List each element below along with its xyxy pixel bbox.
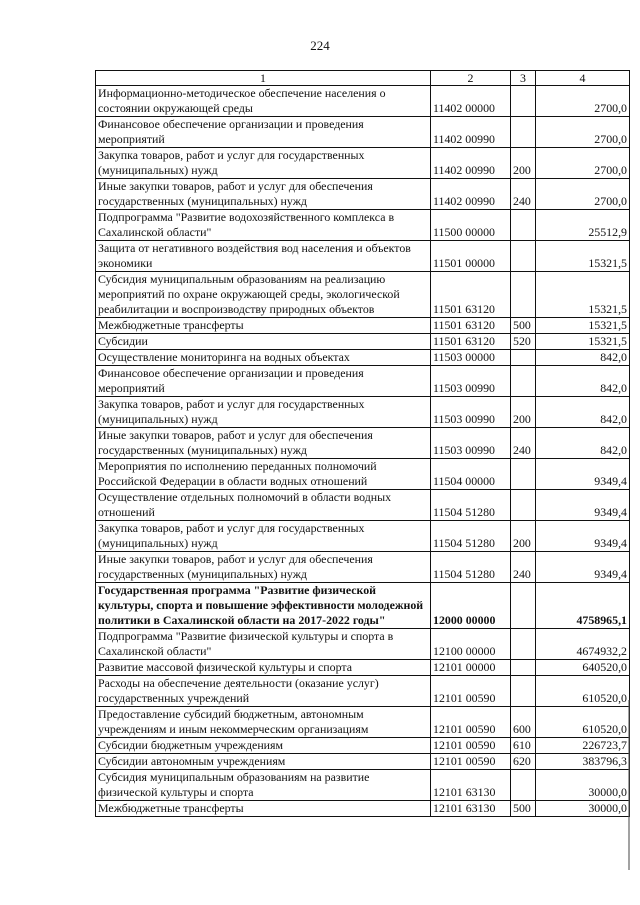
row-name: Субсидия муниципальным образованиям на реализацию мероприятий по охране окружающей среды, экологической реабилитации и воспроизводству природных объектов bbox=[96, 272, 431, 318]
row-expense-type: 200 bbox=[511, 521, 536, 552]
row-code: 11402 00990 bbox=[431, 179, 511, 210]
table-header-row bbox=[96, 71, 630, 86]
row-code: 11501 00000 bbox=[431, 241, 511, 272]
row-expense-type bbox=[511, 770, 536, 801]
row-name: Межбюджетные трансферты bbox=[96, 318, 431, 334]
row-name: Закупка товаров, работ и услуг для государственных (муниципальных) нужд bbox=[96, 521, 431, 552]
row-expense-type: 520 bbox=[511, 334, 536, 350]
row-amount: 640520,0 bbox=[536, 660, 630, 676]
row-expense-type: 240 bbox=[511, 428, 536, 459]
row-code: 11504 51280 bbox=[431, 521, 511, 552]
row-amount: 383796,3 bbox=[536, 754, 630, 770]
table-row bbox=[96, 583, 630, 629]
row-code: 11504 51280 bbox=[431, 552, 511, 583]
row-amount: 842,0 bbox=[536, 397, 630, 428]
row-code: 12101 63130 bbox=[431, 801, 511, 817]
row-name: Иные закупки товаров, работ и услуг для обеспечения государственных (муниципальных) нужд bbox=[96, 552, 431, 583]
table-row bbox=[96, 490, 630, 521]
header-col-1: 1 bbox=[96, 71, 431, 86]
table-row bbox=[96, 86, 630, 117]
table-row bbox=[96, 318, 630, 334]
row-expense-type: 500 bbox=[511, 318, 536, 334]
row-name: Субсидии bbox=[96, 334, 431, 350]
row-expense-type bbox=[511, 117, 536, 148]
row-code: 12101 00590 bbox=[431, 707, 511, 738]
row-code: 11501 63120 bbox=[431, 318, 511, 334]
row-expense-type bbox=[511, 366, 536, 397]
row-name: Субсидия муниципальным образованиям на развитие физической культуры и спорта bbox=[96, 770, 431, 801]
row-amount: 25512,9 bbox=[536, 210, 630, 241]
budget-table bbox=[95, 70, 630, 817]
row-name: Развитие массовой физической культуры и спорта bbox=[96, 660, 431, 676]
table-row bbox=[96, 350, 630, 366]
table-row bbox=[96, 179, 630, 210]
margin-mark bbox=[628, 700, 633, 870]
table-row bbox=[96, 801, 630, 817]
row-code: 11504 00000 bbox=[431, 459, 511, 490]
table-row bbox=[96, 148, 630, 179]
row-expense-type bbox=[511, 490, 536, 521]
header-col-3: 3 bbox=[511, 71, 536, 86]
row-code: 12101 63130 bbox=[431, 770, 511, 801]
row-code: 11503 00990 bbox=[431, 428, 511, 459]
row-expense-type: 500 bbox=[511, 801, 536, 817]
table-row bbox=[96, 117, 630, 148]
table-row bbox=[96, 770, 630, 801]
row-code: 12100 00000 bbox=[431, 629, 511, 660]
row-name: Иные закупки товаров, работ и услуг для обеспечения государственных (муниципальных) нужд bbox=[96, 428, 431, 459]
row-expense-type bbox=[511, 676, 536, 707]
row-code: 12101 00590 bbox=[431, 738, 511, 754]
row-expense-type bbox=[511, 86, 536, 117]
row-name: Межбюджетные трансферты bbox=[96, 801, 431, 817]
row-code: 11504 51280 bbox=[431, 490, 511, 521]
header-col-2: 2 bbox=[431, 71, 511, 86]
table-row bbox=[96, 397, 630, 428]
row-expense-type bbox=[511, 629, 536, 660]
row-amount: 610520,0 bbox=[536, 707, 630, 738]
row-amount: 15321,5 bbox=[536, 334, 630, 350]
row-amount: 226723,7 bbox=[536, 738, 630, 754]
row-expense-type: 200 bbox=[511, 397, 536, 428]
row-name: Осуществление отдельных полномочий в области водных отношений bbox=[96, 490, 431, 521]
table-body bbox=[96, 86, 630, 817]
row-expense-type bbox=[511, 459, 536, 490]
row-name: Субсидии бюджетным учреждениям bbox=[96, 738, 431, 754]
table-row bbox=[96, 272, 630, 318]
row-name: Защита от негативного воздействия вод населения и объектов экономики bbox=[96, 241, 431, 272]
row-code: 12000 00000 bbox=[431, 583, 511, 629]
table-row bbox=[96, 707, 630, 738]
row-name: Финансовое обеспечение организации и проведения мероприятий bbox=[96, 366, 431, 397]
table-row bbox=[96, 552, 630, 583]
row-name: Субсидии автономным учреждениям bbox=[96, 754, 431, 770]
row-amount: 842,0 bbox=[536, 428, 630, 459]
row-expense-type bbox=[511, 583, 536, 629]
row-name: Подпрограмма "Развитие физической культуры и спорта в Сахалинской области" bbox=[96, 629, 431, 660]
table-row bbox=[96, 366, 630, 397]
row-amount: 842,0 bbox=[536, 350, 630, 366]
table-row bbox=[96, 428, 630, 459]
row-expense-type bbox=[511, 660, 536, 676]
row-name: Информационно-методическое обеспечение населения о состоянии окружающей среды bbox=[96, 86, 431, 117]
row-amount: 2700,0 bbox=[536, 117, 630, 148]
row-expense-type: 600 bbox=[511, 707, 536, 738]
row-expense-type bbox=[511, 350, 536, 366]
table-row bbox=[96, 241, 630, 272]
row-amount: 2700,0 bbox=[536, 86, 630, 117]
row-code: 12101 00590 bbox=[431, 676, 511, 707]
row-name: Предоставление субсидий бюджетным, автономным учреждениям и иным некоммерческим организациям bbox=[96, 707, 431, 738]
row-name: Иные закупки товаров, работ и услуг для обеспечения государственных (муниципальных) нужд bbox=[96, 179, 431, 210]
row-code: 11500 00000 bbox=[431, 210, 511, 241]
row-amount: 9349,4 bbox=[536, 521, 630, 552]
row-code: 11501 63120 bbox=[431, 334, 511, 350]
row-name: Финансовое обеспечение организации и проведения мероприятий bbox=[96, 117, 431, 148]
row-code: 11501 63120 bbox=[431, 272, 511, 318]
row-expense-type: 200 bbox=[511, 148, 536, 179]
row-name: Закупка товаров, работ и услуг для государственных (муниципальных) нужд bbox=[96, 148, 431, 179]
row-amount: 9349,4 bbox=[536, 490, 630, 521]
row-name: Осуществление мониторинга на водных объектах bbox=[96, 350, 431, 366]
row-name: Закупка товаров, работ и услуг для государственных (муниципальных) нужд bbox=[96, 397, 431, 428]
row-code: 12101 00000 bbox=[431, 660, 511, 676]
row-amount: 15321,5 bbox=[536, 318, 630, 334]
row-amount: 610520,0 bbox=[536, 676, 630, 707]
table-row bbox=[96, 676, 630, 707]
row-code: 11503 00990 bbox=[431, 397, 511, 428]
table-row bbox=[96, 521, 630, 552]
row-name: Подпрограмма "Развитие водохозяйственного комплекса в Сахалинской области" bbox=[96, 210, 431, 241]
row-expense-type: 620 bbox=[511, 754, 536, 770]
page-number: 224 bbox=[310, 38, 330, 53]
row-code: 11402 00990 bbox=[431, 148, 511, 179]
row-amount: 2700,0 bbox=[536, 179, 630, 210]
table-row bbox=[96, 629, 630, 660]
row-expense-type bbox=[511, 272, 536, 318]
row-name: Государственная программа "Развитие физической культуры, спорта и повышение эффективности молодежной политики в Сахалинской области на 2017-2022 годы" bbox=[96, 583, 431, 629]
row-amount: 2700,0 bbox=[536, 148, 630, 179]
row-amount: 15321,5 bbox=[536, 272, 630, 318]
row-code: 12101 00590 bbox=[431, 754, 511, 770]
table-row bbox=[96, 210, 630, 241]
table-row bbox=[96, 660, 630, 676]
table-row bbox=[96, 754, 630, 770]
row-amount: 9349,4 bbox=[536, 459, 630, 490]
row-code: 11402 00990 bbox=[431, 117, 511, 148]
row-amount: 30000,0 bbox=[536, 770, 630, 801]
header-col-4: 4 bbox=[536, 71, 630, 86]
row-expense-type: 610 bbox=[511, 738, 536, 754]
row-name: Расходы на обеспечение деятельности (оказание услуг) государственных учреждений bbox=[96, 676, 431, 707]
table-row bbox=[96, 738, 630, 754]
row-expense-type bbox=[511, 241, 536, 272]
row-amount: 4758965,1 bbox=[536, 583, 630, 629]
row-name: Мероприятия по исполнению переданных полномочий Российской Федерации в области водных отношений bbox=[96, 459, 431, 490]
row-code: 11402 00000 bbox=[431, 86, 511, 117]
row-expense-type: 240 bbox=[511, 552, 536, 583]
row-code: 11503 00000 bbox=[431, 350, 511, 366]
row-amount: 15321,5 bbox=[536, 241, 630, 272]
row-amount: 4674932,2 bbox=[536, 629, 630, 660]
row-code: 11503 00990 bbox=[431, 366, 511, 397]
row-amount: 842,0 bbox=[536, 366, 630, 397]
row-amount: 9349,4 bbox=[536, 552, 630, 583]
row-expense-type: 240 bbox=[511, 179, 536, 210]
row-amount: 30000,0 bbox=[536, 801, 630, 817]
table-row bbox=[96, 459, 630, 490]
table-row bbox=[96, 334, 630, 350]
row-expense-type bbox=[511, 210, 536, 241]
